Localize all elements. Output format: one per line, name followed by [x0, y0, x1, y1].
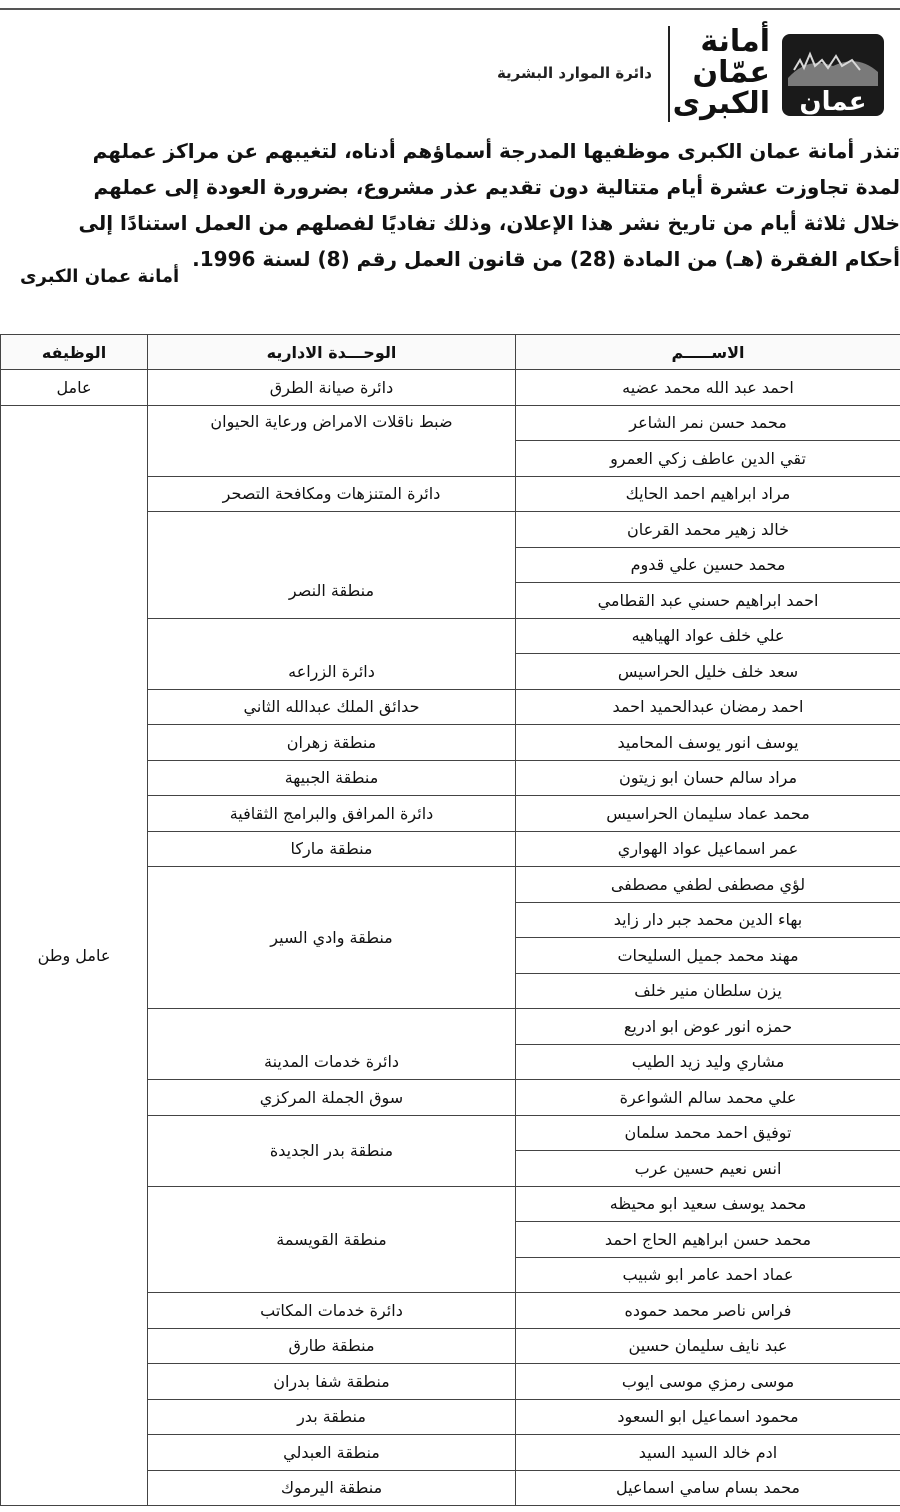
employee-name: ادم خالد السيد السيد	[516, 1435, 900, 1471]
employee-name: احمد ابراهيم حسني عبد القطامي	[516, 583, 900, 619]
job-title: عامل وطن	[1, 405, 148, 1506]
notice-signature: أمانة عمان الكبرى	[20, 266, 180, 287]
page-header	[0, 20, 900, 125]
notice-line: لمدة تجاوزت عشرة أيام متتالية دون تقديم عذر مشروع، بضرورة العودة إلى عملهم	[93, 175, 900, 199]
top-rule	[0, 8, 900, 10]
employee-name: محمود اسماعيل ابو السعود	[516, 1399, 900, 1435]
employee-name: موسى رمزي موسى ايوب	[516, 1364, 900, 1400]
department-name: دائرة الموارد البشرية	[496, 64, 652, 82]
employee-name: عمر اسماعيل عواد الهواري	[516, 831, 900, 867]
notice-line: تنذر أمانة عمان الكبرى موظفيها المدرجة أسماؤهم أدناه، لتغيبهم عن مراكز عملهم	[92, 139, 900, 163]
job-title: عامل	[1, 370, 148, 406]
org-name-line: أمانة	[700, 24, 770, 59]
notice-line: خلال ثلاثة أيام من تاريخ نشر هذا الإعلان، وذلك تفاديًا لفصلهم من العمل استنادًا إلى	[78, 211, 900, 235]
admin-unit: ضبط ناقلات الامراض ورعاية الحيوان	[148, 405, 516, 476]
employee-name: توفيق احمد محمد سلمان	[516, 1115, 900, 1151]
employee-name: فراس ناصر محمد حموده	[516, 1293, 900, 1329]
admin-unit: منطقة زهران	[148, 725, 516, 761]
employee-name: سعد خلف خليل الحراسيس	[516, 654, 900, 690]
admin-unit: دائرة خدمات المكاتب	[148, 1293, 516, 1329]
admin-unit: منطقة بدر الجديدة	[148, 1115, 516, 1186]
admin-unit: دائرة خدمات المدينة	[148, 1009, 516, 1080]
admin-unit: منطقة وادي السير	[148, 867, 516, 1009]
admin-unit: دائرة المرافق والبرامج الثقافية	[148, 796, 516, 832]
admin-unit: حدائق الملك عبدالله الثاني	[148, 689, 516, 725]
admin-unit: منطقة الجبيهة	[148, 760, 516, 796]
admin-unit: دائرة صيانة الطرق	[148, 370, 516, 406]
employee-name: مهند محمد جميل السليحات	[516, 938, 900, 974]
admin-unit: منطقة شفا بدران	[148, 1364, 516, 1400]
employee-name: محمد حسين علي قدوم	[516, 547, 900, 583]
employee-name: خالد زهير محمد القرعان	[516, 512, 900, 548]
employee-name: احمد عبد الله محمد عضيه	[516, 370, 900, 406]
admin-unit: منطقة القويسمة	[148, 1186, 516, 1293]
org-name	[660, 26, 770, 119]
employee-name: محمد بسام سامي اسماعيل	[516, 1470, 900, 1506]
notice-body	[0, 133, 900, 277]
admin-unit: منطقة ماركا	[148, 831, 516, 867]
column-header-job: الوظيفه	[1, 335, 148, 370]
admin-unit: منطقة النصر	[148, 512, 516, 619]
employee-name: علي محمد سالم الشواعرة	[516, 1080, 900, 1116]
employee-name: محمد يوسف سعيد ابو محيظه	[516, 1186, 900, 1222]
org-name-line: الكبرى	[672, 86, 770, 121]
column-header-unit: الوحـــدة الاداريه	[148, 335, 516, 370]
logo-wordmark: عمان	[799, 87, 867, 117]
employees-table	[0, 334, 900, 1506]
org-logo	[658, 24, 888, 124]
employee-name: يوسف انور يوسف المحاميد	[516, 725, 900, 761]
employee-name: محمد حسن نمر الشاعر	[516, 405, 900, 441]
table-row	[1, 370, 900, 406]
table-row	[1, 405, 900, 441]
org-name-line: عمّان	[692, 55, 770, 90]
notice-line: أحكام الفقرة (هـ) من المادة (28) من قانون العمل رقم (8) لسنة 1996.	[192, 247, 900, 271]
employee-name: محمد عماد سليمان الحراسيس	[516, 796, 900, 832]
employee-name: علي خلف عواد الهياهيه	[516, 618, 900, 654]
employee-name: عماد احمد عامر ابو شبيب	[516, 1257, 900, 1293]
employee-name: يزن سلطان منير خلف	[516, 973, 900, 1009]
admin-unit: دائرة المتنزهات ومكافحة التصحر	[148, 476, 516, 512]
employee-name: لؤي مصطفى لطفي مصطفى	[516, 867, 900, 903]
admin-unit: منطقة طارق	[148, 1328, 516, 1364]
employee-name: مراد ابراهيم احمد الحايك	[516, 476, 900, 512]
admin-unit: منطقة العبدلي	[148, 1435, 516, 1471]
table-header-row	[1, 335, 900, 370]
column-header-name: الاســـــم	[516, 335, 900, 370]
employee-name: بهاء الدين محمد جبر دار زايد	[516, 902, 900, 938]
employee-name: محمد حسن ابراهيم الحاج احمد	[516, 1222, 900, 1258]
amman-skyline-logo-icon	[778, 26, 888, 122]
employee-name: عبد نايف سليمان حسين	[516, 1328, 900, 1364]
employee-name: مشاري وليد زيد الطيب	[516, 1044, 900, 1080]
admin-unit: منطقة بدر	[148, 1399, 516, 1435]
admin-unit: منطقة اليرموك	[148, 1470, 516, 1506]
employee-name: انس نعيم حسين عرب	[516, 1151, 900, 1187]
employee-name: حمزه انور عوض ابو ادريع	[516, 1009, 900, 1045]
header-separator	[668, 26, 670, 122]
employee-name: تقي الدين عاطف زكي العمرو	[516, 441, 900, 477]
admin-unit: سوق الجملة المركزي	[148, 1080, 516, 1116]
employee-name: مراد سالم حسان ابو زيتون	[516, 760, 900, 796]
employee-name: احمد رمضان عبدالحميد احمد	[516, 689, 900, 725]
admin-unit: دائرة الزراعه	[148, 618, 516, 689]
